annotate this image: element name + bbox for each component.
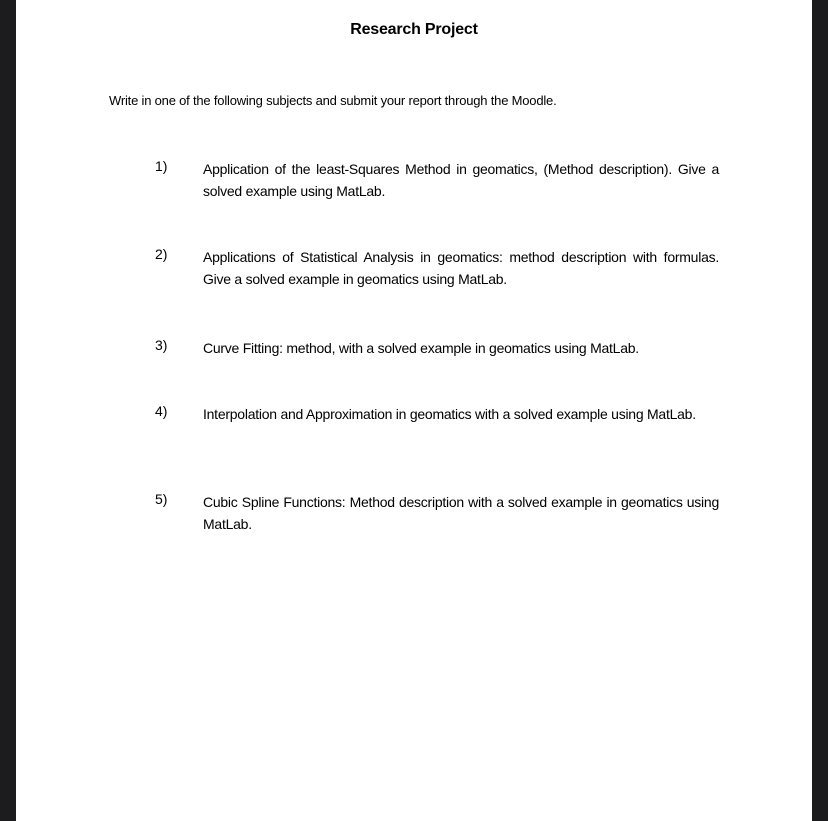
page-title: Research Project: [350, 21, 478, 38]
list-item-text: Application of the least-Squares Method in geomatics, (Method description). Give a solved example using MatLab.: [203, 161, 719, 199]
list-item-number: 5): [155, 491, 168, 507]
list-item-number: 4): [155, 403, 168, 419]
list-item-text: Applications of Statistical Analysis in geomatics: method description with formulas. Give a solved example in geomatics using MatLab.: [203, 249, 719, 287]
list-item-text: Curve Fitting: method, with a solved example in geomatics using MatLab.: [203, 340, 639, 356]
list-item-number: 3): [155, 337, 168, 353]
list-item-text: Cubic Spline Functions: Method description with a solved example in geomatics using MatLab.: [203, 494, 719, 532]
list-item-text: Interpolation and Approximation in geomatics with a solved example using MatLab.: [203, 406, 696, 422]
list-item-number: 1): [155, 158, 168, 174]
intro-text: Write in one of the following subjects and submit your report through the Moodle.: [109, 93, 557, 108]
list-item-number: 2): [155, 246, 168, 262]
document-page: [16, 0, 812, 821]
